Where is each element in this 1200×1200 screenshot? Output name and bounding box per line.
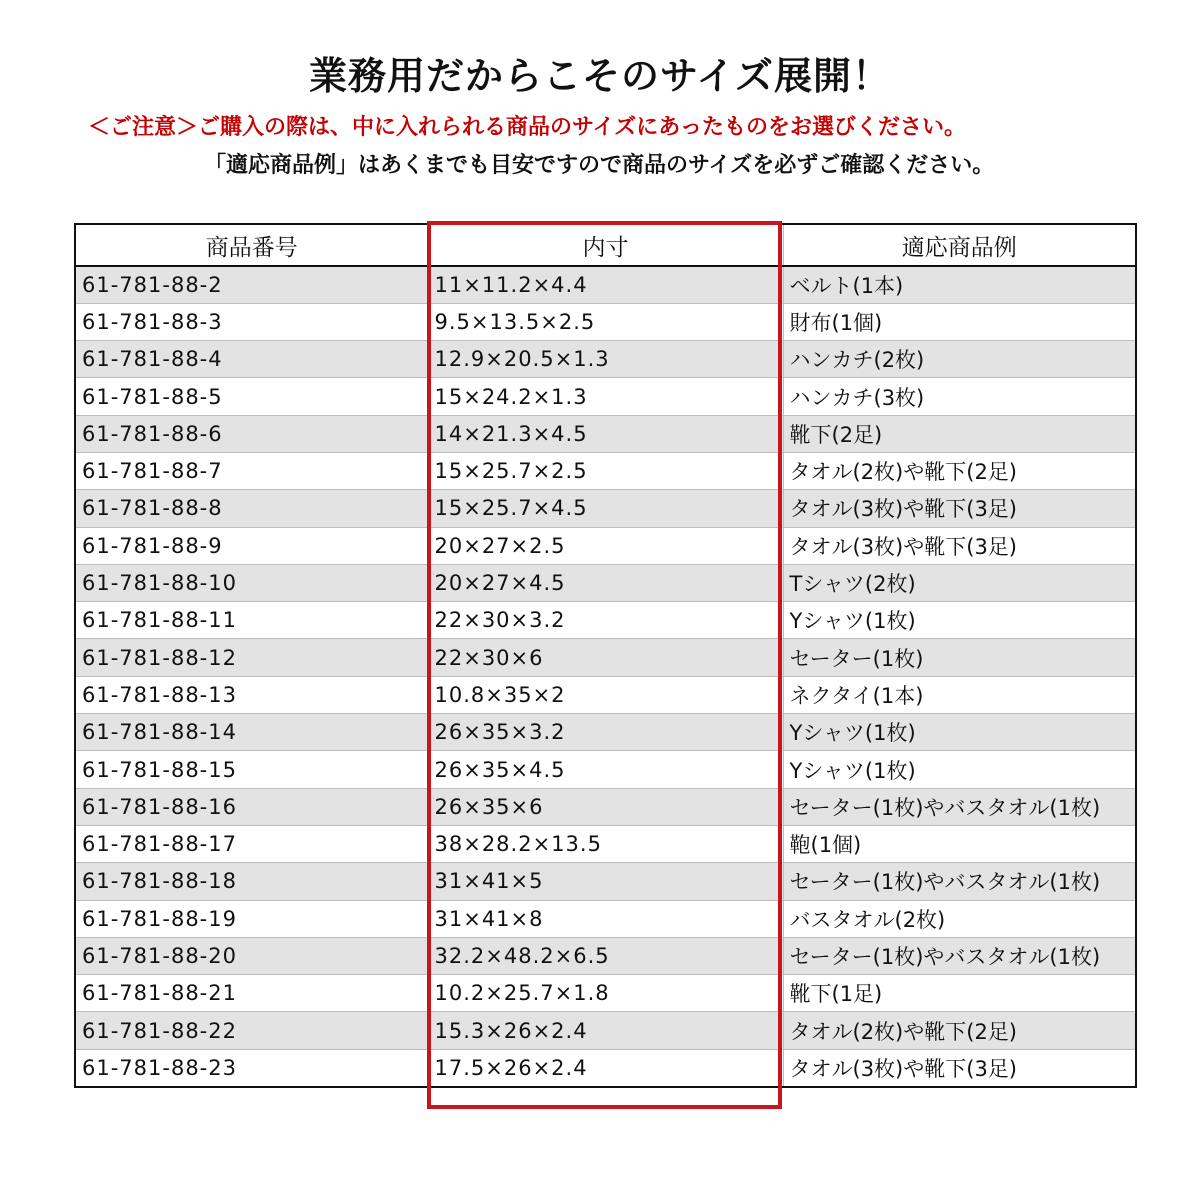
inner-size-cell: 11×11.2×4.4 — [428, 266, 783, 303]
applicable-items-cell: Yシャツ(1枚) — [783, 714, 1136, 751]
header-product-number: 商品番号 — [75, 224, 428, 266]
inner-size-cell: 32.2×48.2×6.5 — [428, 937, 783, 974]
applicable-items-cell: セーター(1枚)やバスタオル(1枚) — [783, 788, 1136, 825]
applicable-items-cell: セーター(1枚)やバスタオル(1枚) — [783, 937, 1136, 974]
table-row — [75, 937, 1136, 974]
product-number-cell: 61-781-88-4 — [75, 341, 428, 378]
inner-size-cell: 38×28.2×13.5 — [428, 825, 783, 862]
table-row — [75, 1049, 1136, 1086]
table-row — [75, 452, 1136, 489]
inner-size-cell: 20×27×4.5 — [428, 564, 783, 601]
applicable-items-cell: 靴下(2足) — [783, 415, 1136, 452]
table-body — [75, 266, 1136, 1087]
guideline-note: 「適応商品例」はあくまでも目安ですので商品のサイズを必ずご確認ください。 — [204, 153, 995, 178]
header-applicable-items: 適応商品例 — [783, 224, 1136, 266]
inner-size-cell: 15×25.7×2.5 — [428, 452, 783, 489]
table-header-row — [75, 224, 1136, 266]
product-number-cell: 61-781-88-2 — [75, 266, 428, 303]
applicable-items-cell: ネクタイ(1本) — [783, 676, 1136, 713]
size-table-container — [74, 223, 1135, 1111]
applicable-items-cell: タオル(2枚)や靴下(2足) — [783, 1012, 1136, 1049]
product-number-cell: 61-781-88-11 — [75, 602, 428, 639]
page-title: 業務用だからこそのサイズ展開！ — [309, 54, 891, 98]
inner-size-cell: 22×30×3.2 — [428, 602, 783, 639]
applicable-items-cell: Yシャツ(1枚) — [783, 602, 1136, 639]
applicable-items-cell: ハンカチ(2枚) — [783, 341, 1136, 378]
applicable-items-cell: タオル(3枚)や靴下(3足) — [783, 490, 1136, 527]
table-row — [75, 527, 1136, 564]
inner-size-cell: 26×35×6 — [428, 788, 783, 825]
product-number-cell: 61-781-88-23 — [75, 1049, 428, 1086]
applicable-items-cell: 靴下(1足) — [783, 975, 1136, 1012]
table-row — [75, 900, 1136, 937]
table-row — [75, 788, 1136, 825]
table-row — [75, 602, 1136, 639]
inner-size-cell: 26×35×3.2 — [428, 714, 783, 751]
inner-size-cell: 20×27×2.5 — [428, 527, 783, 564]
table-row — [75, 266, 1136, 303]
product-number-cell: 61-781-88-6 — [75, 415, 428, 452]
inner-size-cell: 22×30×6 — [428, 639, 783, 676]
product-number-cell: 61-781-88-17 — [75, 825, 428, 862]
table-row — [75, 303, 1136, 340]
applicable-items-cell: Tシャツ(2枚) — [783, 564, 1136, 601]
product-number-cell: 61-781-88-21 — [75, 975, 428, 1012]
applicable-items-cell: セーター(1枚) — [783, 639, 1136, 676]
inner-size-cell: 15.3×26×2.4 — [428, 1012, 783, 1049]
inner-size-cell: 26×35×4.5 — [428, 751, 783, 788]
table-row — [75, 564, 1136, 601]
product-number-cell: 61-781-88-16 — [75, 788, 428, 825]
table-row — [75, 863, 1136, 900]
inner-size-cell: 10.8×35×2 — [428, 676, 783, 713]
applicable-items-cell: タオル(3枚)や靴下(3足) — [783, 1049, 1136, 1086]
product-number-cell: 61-781-88-14 — [75, 714, 428, 751]
table-row — [75, 714, 1136, 751]
applicable-items-cell: 鞄(1個) — [783, 825, 1136, 862]
table-row — [75, 751, 1136, 788]
product-number-cell: 61-781-88-20 — [75, 937, 428, 974]
product-number-cell: 61-781-88-9 — [75, 527, 428, 564]
table-row — [75, 490, 1136, 527]
product-number-cell: 61-781-88-15 — [75, 751, 428, 788]
applicable-items-cell: ベルト(1本) — [783, 266, 1136, 303]
applicable-items-cell: 財布(1個) — [783, 303, 1136, 340]
applicable-items-cell: セーター(1枚)やバスタオル(1枚) — [783, 863, 1136, 900]
product-number-cell: 61-781-88-5 — [75, 378, 428, 415]
product-number-cell: 61-781-88-19 — [75, 900, 428, 937]
applicable-items-cell: バスタオル(2枚) — [783, 900, 1136, 937]
product-number-cell: 61-781-88-18 — [75, 863, 428, 900]
table-row — [75, 1012, 1136, 1049]
inner-size-cell: 12.9×20.5×1.3 — [428, 341, 783, 378]
inner-size-cell: 17.5×26×2.4 — [428, 1049, 783, 1086]
caution-notice: ＜ご注意＞ご購入の際は、中に入れられる商品のサイズにあったものをお選びください。 — [88, 115, 967, 140]
table-row — [75, 676, 1136, 713]
applicable-items-cell: タオル(2枚)や靴下(2足) — [783, 452, 1136, 489]
inner-size-cell: 15×24.2×1.3 — [428, 378, 783, 415]
product-number-cell: 61-781-88-10 — [75, 564, 428, 601]
inner-size-cell: 10.2×25.7×1.8 — [428, 975, 783, 1012]
product-number-cell: 61-781-88-8 — [75, 490, 428, 527]
table-row — [75, 378, 1136, 415]
inner-size-cell: 31×41×5 — [428, 863, 783, 900]
product-number-cell: 61-781-88-22 — [75, 1012, 428, 1049]
inner-size-cell: 14×21.3×4.5 — [428, 415, 783, 452]
size-table — [74, 223, 1137, 1088]
applicable-items-cell: Yシャツ(1枚) — [783, 751, 1136, 788]
table-row — [75, 415, 1136, 452]
applicable-items-cell: タオル(3枚)や靴下(3足) — [783, 527, 1136, 564]
applicable-items-cell: ハンカチ(3枚) — [783, 378, 1136, 415]
product-number-cell: 61-781-88-7 — [75, 452, 428, 489]
table-row — [75, 825, 1136, 862]
inner-size-cell: 15×25.7×4.5 — [428, 490, 783, 527]
inner-size-cell: 31×41×8 — [428, 900, 783, 937]
product-number-cell: 61-781-88-13 — [75, 676, 428, 713]
product-number-cell: 61-781-88-12 — [75, 639, 428, 676]
inner-size-cell: 9.5×13.5×2.5 — [428, 303, 783, 340]
header-inner-size: 内寸 — [428, 224, 783, 266]
table-row — [75, 341, 1136, 378]
product-number-cell: 61-781-88-3 — [75, 303, 428, 340]
table-row — [75, 975, 1136, 1012]
table-row — [75, 639, 1136, 676]
